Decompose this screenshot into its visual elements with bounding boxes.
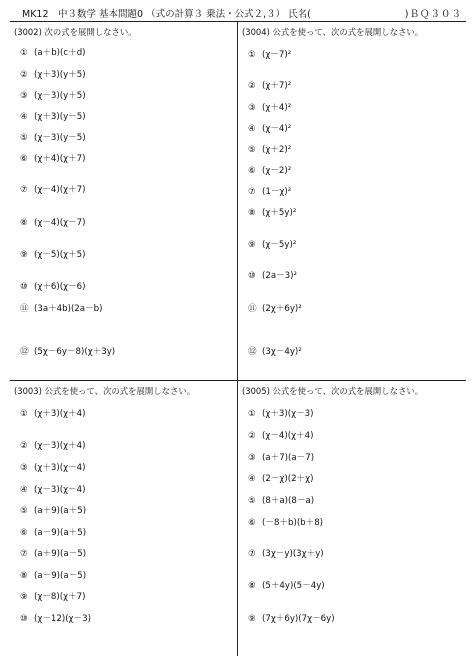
- problem-expression: (a＋9)(a＋5): [34, 506, 87, 516]
- problem-item: [248, 48, 291, 60]
- problem-number: ①: [248, 409, 256, 419]
- problem-item: [248, 79, 291, 91]
- problem-item: [20, 504, 86, 516]
- problem-number: ⑤: [248, 145, 256, 155]
- problem-item: [248, 185, 291, 197]
- problem-item: [248, 451, 314, 463]
- problem-number: ⑥: [248, 166, 256, 176]
- problem-number: ②: [20, 441, 28, 451]
- problem-number: ⑨: [20, 592, 28, 602]
- section-heading: (3002) 次の式を展開しなさい。: [14, 27, 137, 37]
- problem-expression: (－8＋b)(b＋8): [262, 518, 324, 528]
- problem-number: ⑦: [20, 549, 28, 559]
- problem-number: ⑧: [20, 571, 28, 581]
- section-heading: (3005) 公式を使って、次の式を展開しなさい。: [242, 386, 424, 396]
- problem-number: ⑪: [20, 304, 29, 314]
- problem-number: ⑨: [248, 614, 256, 624]
- problem-number: ⑤: [20, 133, 28, 143]
- problem-expression: (χ＋5y)²: [262, 208, 297, 218]
- problem-item: [20, 46, 86, 58]
- problem-expression: (3χ－y)(3χ＋y): [262, 549, 324, 559]
- problem-number: ⑦: [20, 185, 28, 195]
- problem-number: ⑥: [20, 528, 28, 538]
- problem-number: ⑦: [248, 549, 256, 559]
- problem-expression: (χ－5)(χ＋5): [34, 250, 86, 260]
- problem-number: ⑥: [20, 154, 28, 164]
- problem-item: [20, 569, 86, 581]
- problem-item: [248, 472, 313, 484]
- problem-item: [20, 590, 85, 602]
- problem-item: [20, 483, 85, 495]
- problem-number: ⑧: [248, 581, 256, 591]
- problem-number: ①: [248, 50, 256, 60]
- problem-item: [248, 547, 324, 559]
- problem-item: [20, 280, 85, 292]
- problem-number: ⑥: [248, 518, 256, 528]
- problem-expression: (χ－3)(χ－4): [34, 485, 86, 495]
- problem-item: [20, 152, 85, 164]
- problem-expression: (χ－8)(χ＋7): [34, 592, 86, 602]
- problem-number: ①: [20, 48, 28, 58]
- problem-number: ⑩: [248, 271, 256, 281]
- problem-number: ⑧: [20, 218, 28, 228]
- problem-number: ①: [20, 409, 28, 419]
- problem-expression: (χ＋6)(χ－6): [34, 282, 86, 292]
- problem-item: [20, 68, 86, 80]
- problem-item: [20, 547, 86, 559]
- problem-number: ④: [248, 474, 256, 484]
- problem-expression: (χ－4)(χ＋4): [262, 431, 314, 441]
- problem-number: ⑪: [248, 304, 257, 314]
- problem-expression: (a＋7)(a－7): [262, 453, 315, 463]
- problem-expression: (3a＋4b)(2a－b): [34, 304, 103, 314]
- problem-expression: (χ＋4)²: [262, 103, 292, 113]
- problem-expression: (χ－3)(χ＋4): [34, 441, 86, 451]
- problem-item: [20, 439, 85, 451]
- problem-number: ⑤: [248, 496, 256, 506]
- problem-expression: (χ＋3)(y＋5): [34, 70, 86, 80]
- problem-number: ②: [248, 81, 256, 91]
- problem-item: [248, 612, 335, 624]
- problem-item: [20, 526, 86, 538]
- problem-expression: (a－9)(a＋5): [34, 528, 87, 538]
- problem-item: [20, 302, 102, 314]
- problem-expression: (χ＋2)²: [262, 145, 292, 155]
- problem-item: [248, 101, 291, 113]
- problem-expression: (χ＋3)(χ＋4): [34, 409, 86, 419]
- section-heading: (3004) 公式を使って、次の式を展開しなさい。: [242, 27, 424, 37]
- problem-expression: (χ－5y)²: [262, 240, 297, 250]
- problem-item: [20, 407, 85, 419]
- column-divider: [237, 22, 238, 656]
- problem-item: [248, 579, 325, 591]
- problem-expression: (χ＋3)(χ－3): [262, 409, 314, 419]
- problem-item: [248, 345, 302, 357]
- problem-item: [20, 110, 86, 122]
- problem-expression: (χ－2)²: [262, 166, 292, 176]
- top-divider: [10, 21, 466, 22]
- problem-expression: (a－9)(a－5): [34, 571, 87, 581]
- problem-expression: (3χ－4y)²: [262, 347, 302, 357]
- problem-item: [248, 302, 302, 314]
- problem-expression: (5χ－6y－8)(χ＋3y): [34, 347, 116, 357]
- problem-number: ③: [20, 463, 28, 473]
- problem-expression: (a＋9)(a－5): [34, 549, 87, 559]
- problem-item: [248, 164, 291, 176]
- problem-expression: (χ－3)(y＋5): [34, 91, 86, 101]
- problem-item: [20, 131, 86, 143]
- problem-item: [248, 269, 297, 281]
- problem-item: [20, 345, 115, 357]
- problem-expression: (χ＋3)(y－5): [34, 112, 86, 122]
- problem-expression: (χ－4)²: [262, 124, 292, 134]
- problem-number: ③: [248, 103, 256, 113]
- problem-item: [248, 494, 314, 506]
- problem-item: [248, 206, 296, 218]
- problem-expression: (1－χ)²: [262, 187, 292, 197]
- problem-expression: (χ－12)(χ－3): [34, 614, 91, 624]
- worksheet-header: [22, 4, 462, 18]
- problem-item: [248, 143, 291, 155]
- worksheet-title: MK12 中３数学 基本問題0 （式の計算３ 乗法・公式２,３） 氏名(: [22, 9, 311, 20]
- problem-expression: (χ＋3)(χ－4): [34, 463, 86, 473]
- problem-number: ②: [20, 70, 28, 80]
- problem-expression: (χ＋4)(χ＋7): [34, 154, 86, 164]
- problem-item: [20, 183, 85, 195]
- problem-item: [20, 461, 85, 473]
- problem-expression: (χ－3)(y－5): [34, 133, 86, 143]
- problem-number: ④: [20, 485, 28, 495]
- problem-item: [20, 612, 91, 624]
- problem-item: [20, 89, 86, 101]
- section-heading: (3003) 公式を使って、次の式を展開しなさい。: [14, 386, 196, 396]
- problem-item: [248, 238, 296, 250]
- problem-number: ⑦: [248, 187, 256, 197]
- problem-item: [20, 216, 85, 228]
- problem-number: ⑫: [248, 347, 257, 357]
- problem-expression: (8＋a)(8－a): [262, 496, 315, 506]
- problem-item: [248, 516, 323, 528]
- problem-number: ⑧: [248, 208, 256, 218]
- problem-number: ④: [248, 124, 256, 134]
- worksheet-code: )ＢＱ３０３: [404, 9, 462, 20]
- problem-expression: (7χ＋6y)(7χ－6y): [262, 614, 335, 624]
- problem-item: [248, 407, 313, 419]
- problem-item: [248, 122, 291, 134]
- problem-item: [20, 248, 85, 260]
- problem-number: ⑩: [20, 282, 28, 292]
- problem-expression: (2χ＋6y)²: [262, 304, 302, 314]
- problem-number: ⑩: [20, 614, 28, 624]
- problem-expression: (2－χ)(2＋χ): [262, 474, 314, 484]
- problem-expression: (5＋4y)(5－4y): [262, 581, 325, 591]
- problem-number: ⑨: [248, 240, 256, 250]
- problem-expression: (χ－7)²: [262, 50, 292, 60]
- problem-number: ③: [248, 453, 256, 463]
- problem-number: ③: [20, 91, 28, 101]
- problem-number: ⑤: [20, 506, 28, 516]
- problem-item: [248, 429, 313, 441]
- problem-number: ⑫: [20, 347, 29, 357]
- problem-expression: (χ－4)(χ－7): [34, 218, 86, 228]
- middle-divider: [10, 380, 466, 381]
- problem-expression: (2a－3)²: [262, 271, 297, 281]
- problem-expression: (χ－4)(χ＋7): [34, 185, 86, 195]
- problem-number: ④: [20, 112, 28, 122]
- problem-expression: (a＋b)(c＋d): [34, 48, 86, 58]
- problem-number: ②: [248, 431, 256, 441]
- problem-expression: (χ＋7)²: [262, 81, 292, 91]
- problem-number: ⑨: [20, 250, 28, 260]
